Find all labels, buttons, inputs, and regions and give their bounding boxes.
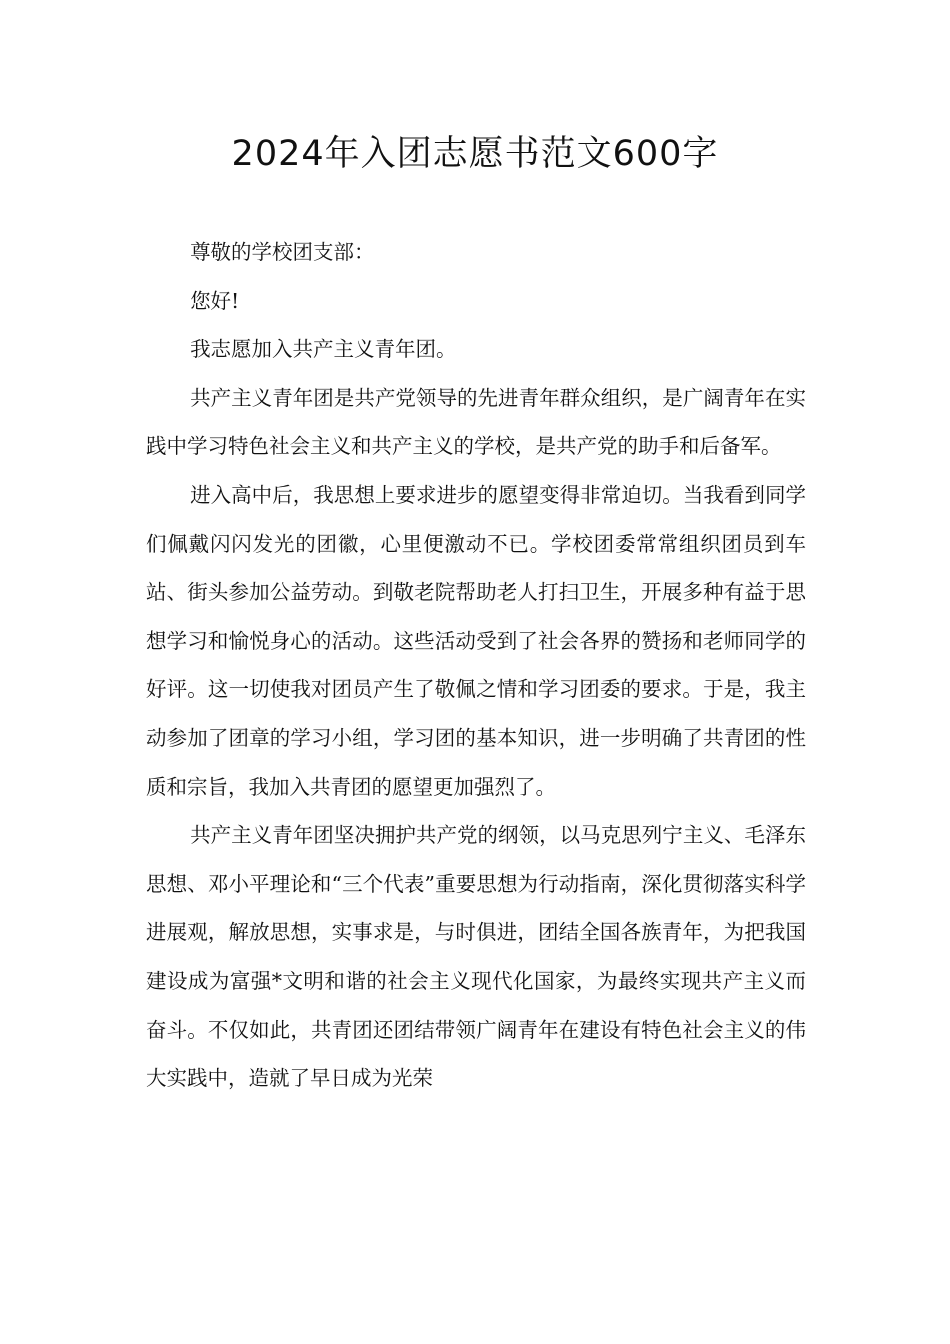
- greeting: 您好!: [190, 288, 240, 313]
- paragraph: 共产主义青年团坚决拥护共产党的纲领，以马克思列宁主义、毛泽东思想、邓小平理论和“三个代表”重要思想为行动指南，深化贯彻落实科学进展观，解放思想，实事求是，与时俱进，团结全国各族青年，为把我国建设成为富强*文明和谐的社会主义现代化国家，为最终实现共产主义而奋斗。不仅如此，共青团还团结带领广阔青年在建设有特色社会主义的伟大实践中，造就了早日成为光荣: [146, 823, 806, 1091]
- salutation: 尊敬的学校团支部：: [190, 240, 375, 264]
- paragraph: 共产主义青年团是共产党领导的先进青年群众组织，是广阔青年在实践中学习特色社会主义和共产主义的学校，是共产党的助手和后备军。: [146, 385, 806, 459]
- paragraph: 进入高中后，我思想上要求进步的愿望变得非常迫切。当我看到同学们佩戴闪闪发光的团徽，心里便激动不已。学校团委常常组织团员到车站、街头参加公益劳动。到敬老院帮助老人打扫卫生，开展多种有益于思想学习和愉悦身心的活动。这些活动受到了社会各界的赞扬和老师同学的好评。这一切使我对团员产生了敬佩之情和学习团委的要求。于是，我主动参加了团章的学习小组，学习团的基本知识，进一步明确了共青团的性质和宗旨，我加入共青团的愿望更加强烈了。: [146, 482, 806, 799]
- document-title: 2024年入团志愿书范文600字: [231, 134, 719, 174]
- document-body: [146, 228, 806, 1103]
- paragraph: 我志愿加入共产主义青年团。: [190, 337, 457, 362]
